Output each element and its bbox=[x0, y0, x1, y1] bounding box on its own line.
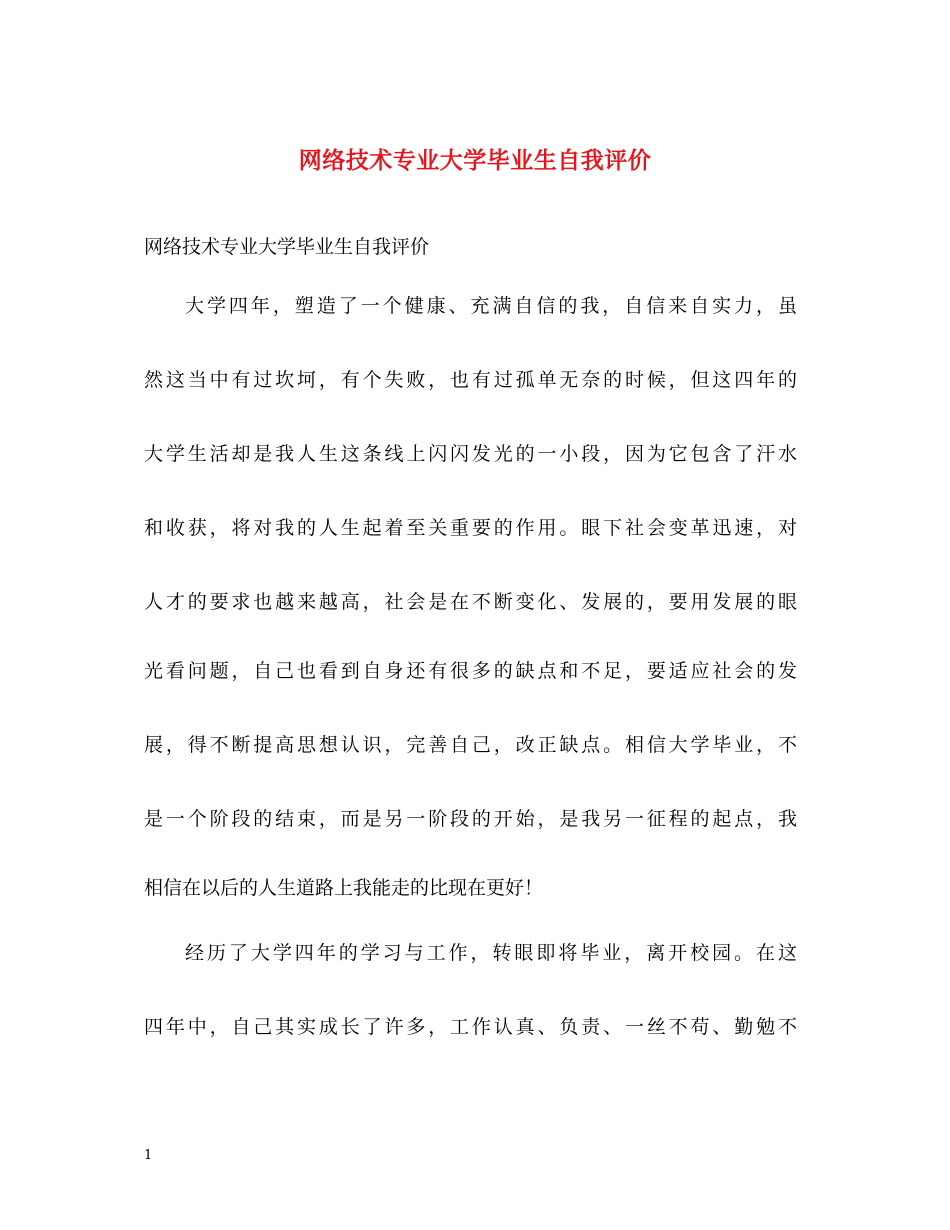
page-number: 1 bbox=[144, 1148, 153, 1163]
paragraph-1-line-1: 大学四年，塑造了一个健康、充满自信的我，自信来自实力，虽 bbox=[185, 295, 797, 317]
paragraph-2-line-2: 四年中，自己其实成长了许多，工作认真、负责、一丝不苟、勤勉不 bbox=[144, 1016, 797, 1038]
paragraph-1-line-5: 人才的要求也越来越高，社会是在不断变化、发展的，要用发展的眼 bbox=[144, 591, 797, 613]
document-title: 网络技术专业大学毕业生自我评价 bbox=[298, 147, 652, 174]
document-subtitle: 网络技术专业大学毕业生自我评价 bbox=[144, 236, 430, 258]
paragraph-1-line-3: 大学生活却是我人生这条线上闪闪发光的一小段，因为它包含了汗水 bbox=[144, 443, 797, 465]
paragraph-1-line-4: 和收获，将对我的人生起着至关重要的作用。眼下社会变革迅速，对 bbox=[144, 517, 797, 539]
paragraph-1-line-6: 光看问题，自己也看到自身还有很多的缺点和不足，要适应社会的发 bbox=[144, 660, 797, 682]
paragraph-2-line-1: 经历了大学四年的学习与工作，转眼即将毕业，离开校园。在这 bbox=[185, 942, 797, 964]
paragraph-1-line-7: 展，得不断提高思想认识，完善自己，改正缺点。相信大学毕业，不 bbox=[144, 734, 797, 756]
paragraph-1-line-8: 是一个阶段的结束，而是另一阶段的开始，是我另一征程的起点，我 bbox=[144, 808, 797, 830]
paragraph-1-line-2: 然这当中有过坎坷，有个失败，也有过孤单无奈的时候，但这四年的 bbox=[144, 369, 797, 391]
paragraph-1-line-9: 相信在以后的人生道路上我能走的比现在更好！ bbox=[144, 877, 544, 899]
